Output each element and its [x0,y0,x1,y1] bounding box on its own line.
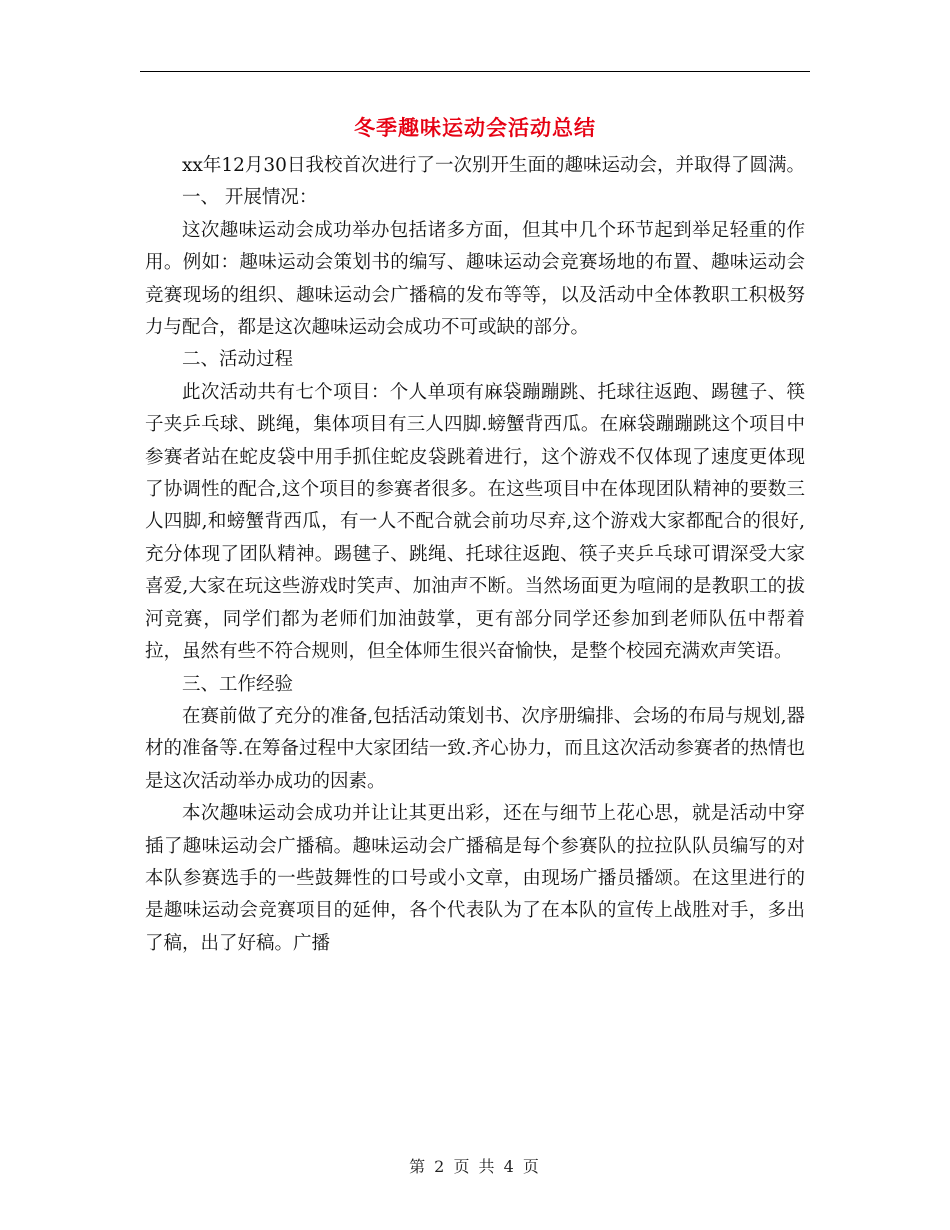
section-heading-1: 一、 开展情况： [182,187,318,209]
document-title: 冬季趣味运动会活动总结 [354,115,596,140]
document-body [145,150,805,960]
paragraph-experience: 在赛前做了充分的准备,包括活动策划书、次序册编排、会场的布局与规划,器材的准备等.在筹备过程中大家团结一致.齐心协力，而且这次活动参赛者的热情也是这次活动举办成功的因素。 [145,705,805,792]
paragraph-overview: 这次趣味运动会成功举办包括诸多方面，但其中几个环节起到举足轻重的作用。例如：趣味运动会策划书的编写、趣味运动会竞赛场地的布置、趣味运动会竞赛现场的组织、趣味运动会广播稿的发布等等，以及活动中全体教职工积极努力与配合，都是这次趣味运动会成功不可或缺的部分。 [145,219,805,339]
paragraph-broadcast: 本次趣味运动会成功并让让其更出彩，还在与细节上花心思，就是活动中穿插了趣味运动会广播稿。趣味运动会广播稿是每个参赛队的拉拉队队员编写的对本队参赛选手的一些鼓舞性的口号或小文章，由现场广播员播颂。在这里进行的是趣味运动会竞赛项目的延伸，各个代表队为了在本队的宣传上战胜对手，多出了稿，出了好稿。广播 [145,803,805,954]
page-number: 第 2 页 共 4 页 [409,1157,541,1176]
header-rule [140,71,810,72]
section-heading-2: 二、活动过程 [182,349,294,371]
paragraph-process: 此次活动共有七个项目：个人单项有麻袋蹦蹦跳、托球往返跑、踢毽子、筷子夹乒乓球、跳绳，集体项目有三人四脚.螃蟹背西瓜。在麻袋蹦蹦跳这个项目中参赛者站在蛇皮袋中用手抓住蛇皮袋跳着进行，这个游戏不仅体现了速度更体现了协调性的配合,这个项目的参赛者很多。在这些项目中在体现团队精神的要数三人四脚,和螃蟹背西瓜，有一人不配合就会前功尽弃,这个游戏大家都配合的很好,充分体现了团队精神。踢毽子、跳绳、托球往返跑、筷子夹乒乓球可谓深受大家喜爱,大家在玩这些游戏时笑声、加油声不断。当然场面更为喧闹的是教职工的拔河竞赛，同学们都为老师们加油鼓掌，更有部分同学还参加到老师队伍中帮着拉，虽然有些不符合规则，但全体师生很兴奋愉快，是整个校园充满欢声笑语。 [145,381,805,663]
paragraph-intro: xx年12月30日我校首次进行了一次别开生面的趣味运动会，并取得了圆满。 [182,155,805,176]
section-heading-3: 三、工作经验 [182,673,294,695]
